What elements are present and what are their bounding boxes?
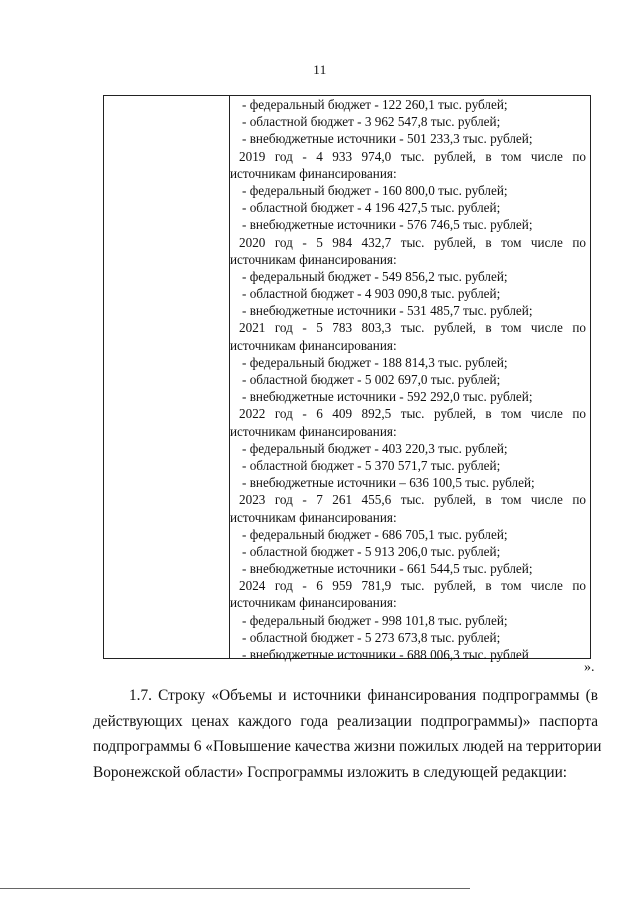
funding-source-line: - внебюджетные источники – 636 100,5 тыс. рублей; [242,475,535,491]
continuation-line: источникам финансирования: [230,337,397,353]
funding-source-line: - областной бюджет - 4 196 427,5 тыс. рублей; [242,200,501,216]
funding-source-line: - областной бюджет - 5 273 673,8 тыс. рублей; [242,629,501,645]
table-left-cell [104,96,230,658]
funding-source-line: - областной бюджет - 5 913 206,0 тыс. рублей; [242,543,501,559]
continuation-line: источникам финансирования: [230,595,397,611]
funding-source-line: - внебюджетные источники - 661 544,5 тыс. рублей; [242,561,533,577]
paragraph-line: Воронежской области» Госпрограммы изложить в следующей редакции: [93,763,568,781]
year-total-line: 2019 год - 4 933 974,0 тыс. рублей, в том числе по [239,148,586,164]
year-total-line: 2020 год - 5 984 432,7 тыс. рублей, в том числе по [239,234,586,250]
funding-source-line: - федеральный бюджет - 549 856,2 тыс. рублей; [242,268,508,284]
funding-source-line: - внебюджетные источники - 531 485,7 тыс. рублей; [242,303,533,319]
paragraph-line: действующих ценах каждого года реализации подпрограммы)» паспорта [93,712,598,730]
funding-source-line: - федеральный бюджет - 403 220,3 тыс. рублей; [242,440,508,456]
funding-source-line: - федеральный бюджет - 188 814,3 тыс. рублей; [242,354,508,370]
year-total-line: 2021 год - 5 783 803,3 тыс. рублей, в том числе по [239,320,586,336]
funding-source-line: - федеральный бюджет - 998 101,8 тыс. рублей; [242,612,508,628]
funding-source-line: - внебюджетные источники - 688 006,3 тыс. рублей [242,647,529,662]
funding-source-line: - федеральный бюджет - 160 800,0 тыс. рублей; [242,182,508,198]
footer-divider [0,888,470,889]
funding-source-line: - федеральный бюджет - 686 705,1 тыс. рублей; [242,526,508,542]
funding-source-line: - областной бюджет - 4 903 090,8 тыс. рублей; [242,286,501,302]
funding-source-line: - внебюджетные источники - 501 233,3 тыс. рублей; [242,131,533,147]
continuation-line: источникам финансирования: [230,165,397,181]
funding-source-line: - внебюджетные источники - 576 746,5 тыс. рублей; [242,217,533,233]
funding-source-line: - областной бюджет - 5 370 571,7 тыс. рублей; [242,457,501,473]
year-total-line: 2022 год - 6 409 892,5 тыс. рублей, в том числе по [239,406,586,422]
funding-source-line: - внебюджетные источники - 592 292,0 тыс. рублей; [242,389,533,405]
continuation-line: источникам финансирования: [230,509,397,525]
closing-quote: ». [584,660,595,675]
page-number: 11 [313,62,327,77]
amendment-paragraph [93,683,602,785]
paragraph-line: подпрограммы 6 «Повышение качества жизни пожилых людей на территории [93,738,602,755]
financing-table [103,95,591,662]
continuation-line: источникам финансирования: [230,251,397,267]
funding-source-line: - областной бюджет - 3 962 547,8 тыс. рублей; [242,114,501,130]
year-total-line: 2024 год - 6 959 781,9 тыс. рублей, в том числе по [239,578,586,594]
funding-source-line: - областной бюджет - 5 002 697,0 тыс. рублей; [242,372,501,387]
paragraph-line: 1.7. Строку «Объемы и источники финансирования подпрограммы (в [129,687,598,704]
funding-source-line: - федеральный бюджет - 122 260,1 тыс. рублей; [242,97,508,112]
continuation-line: источникам финансирования: [230,423,397,439]
year-total-line: 2023 год - 7 261 455,6 тыс. рублей, в том числе по [239,492,586,508]
table-right-cell [230,96,590,662]
